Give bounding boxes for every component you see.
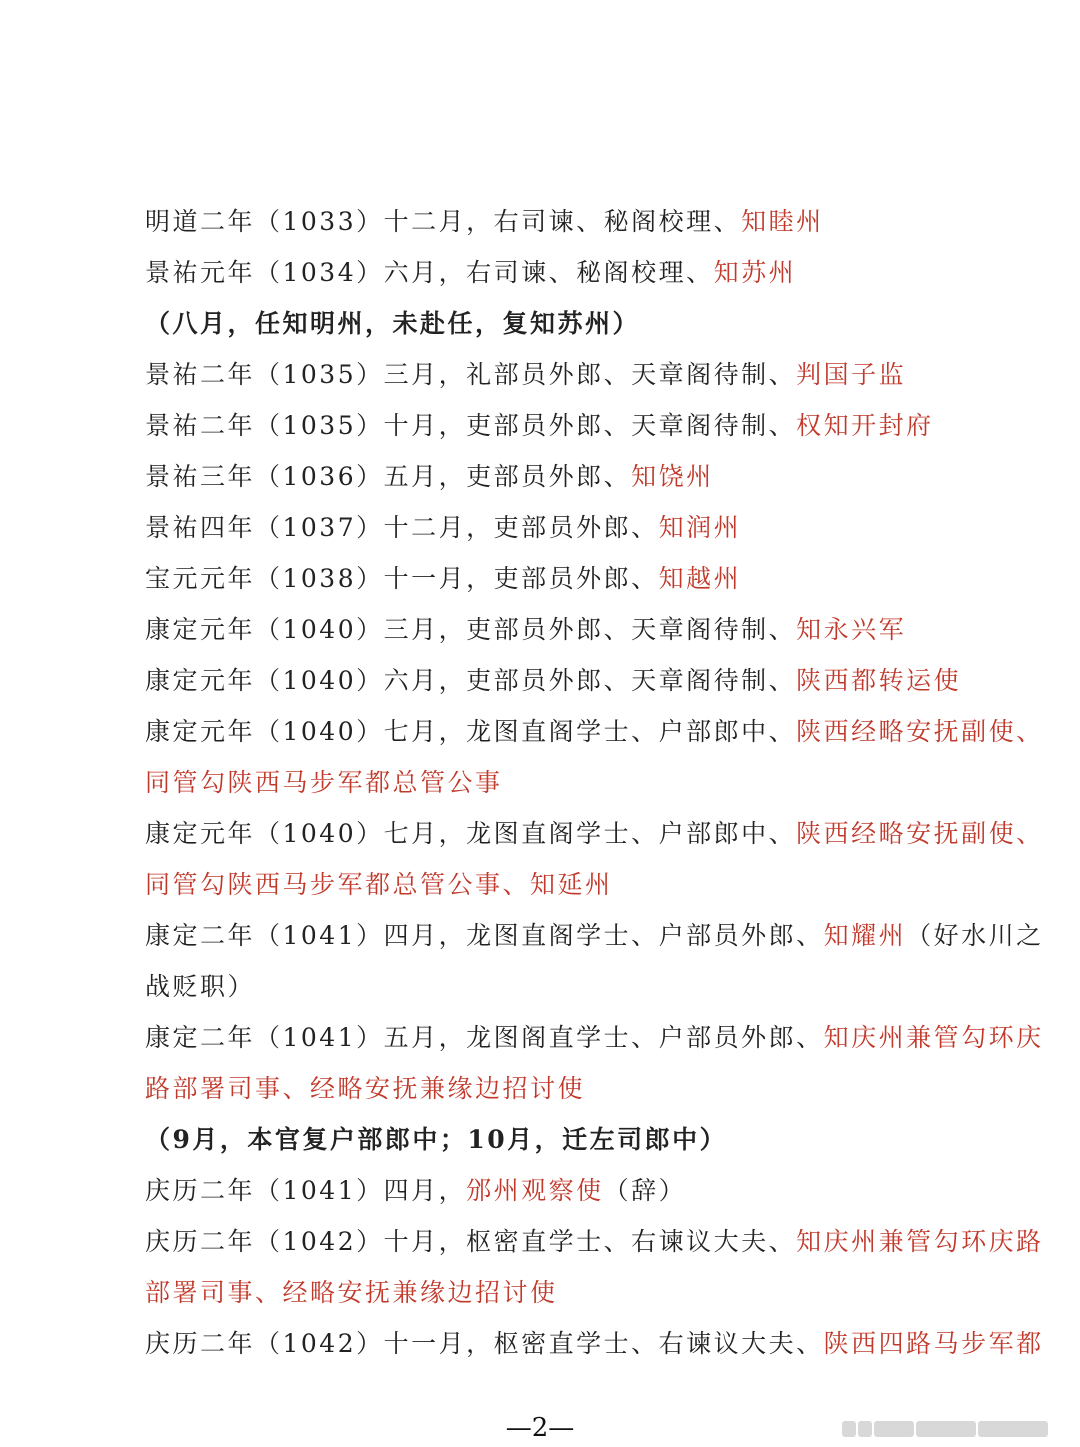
- entry-line-16: 战贬职）: [145, 972, 256, 1001]
- page-number: —2—: [505, 1413, 575, 1443]
- entry-line-22: 部署司事、经略安抚兼缘边招讨使: [145, 1278, 558, 1307]
- entry-line-1: 明道二年（1033）十二月，右司谏、秘阁校理、知睦州: [145, 207, 824, 236]
- entry-line-11: 康定元年（1040）七月，龙图直阁学士、户部郎中、陕西经略安抚副使、: [145, 717, 1044, 746]
- entry-line-13: 康定元年（1040）七月，龙图直阁学士、户部郎中、陕西经略安抚副使、: [145, 819, 1044, 848]
- entry-line-21: 庆历二年（1042）十月，枢密直学士、右谏议大夫、知庆州兼管勾环庆路: [145, 1227, 1044, 1256]
- entry-line-4: 景祐二年（1035）三月，礼部员外郎、天章阁待制、判国子监: [145, 360, 907, 389]
- entry-line-5: 景祐二年（1035）十月，吏部员外郎、天章阁待制、权知开封府: [145, 411, 934, 440]
- entry-line-12: 同管勾陕西马步军都总管公事: [145, 768, 503, 797]
- entry-line-17: 康定二年（1041）五月，龙图阁直学士、户部员外郎、知庆州兼管勾环庆: [145, 1023, 1044, 1052]
- entry-note-1: （八月，任知明州，未赴任，复知苏州）: [145, 309, 641, 338]
- entry-line-18: 路部署司事、经略安抚兼缘边招讨使: [145, 1074, 586, 1103]
- entry-line-20: 庆历二年（1041）四月，邠州观察使（辞）: [145, 1176, 687, 1205]
- entry-note-2: （9月，本官复户部郎中；10月，迁左司郎中）: [145, 1125, 728, 1154]
- entry-line-23: 庆历二年（1042）十一月，枢密直学士、右谏议大夫、陕西四路马步军都: [145, 1329, 1044, 1358]
- entry-line-14: 同管勾陕西马步军都总管公事、知延州: [145, 870, 613, 899]
- entry-line-8: 宝元元年（1038）十一月，吏部员外郎、知越州: [145, 564, 742, 593]
- entry-line-7: 景祐四年（1037）十二月，吏部员外郎、知润州: [145, 513, 742, 542]
- entry-line-9: 康定元年（1040）三月，吏部员外郎、天章阁待制、知永兴军: [145, 615, 907, 644]
- entry-line-2: 景祐元年（1034）六月，右司谏、秘阁校理、知苏州: [145, 258, 797, 287]
- watermark: [842, 1418, 1052, 1440]
- entry-line-6: 景祐三年（1036）五月，吏部员外郎、知饶州: [145, 462, 714, 491]
- document-body: [145, 196, 1044, 1369]
- entry-line-15: 康定二年（1041）四月，龙图直阁学士、户部员外郎、知耀州（好水川之: [145, 921, 1044, 950]
- entry-line-10: 康定元年（1040）六月，吏部员外郎、天章阁待制、陕西都转运使: [145, 666, 962, 695]
